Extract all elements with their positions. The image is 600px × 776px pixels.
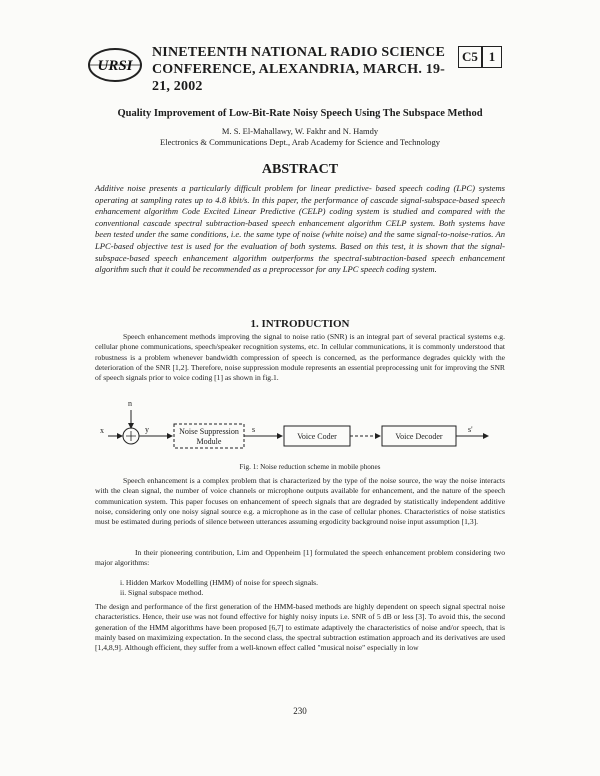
block3-label: Voice Decoder bbox=[395, 432, 443, 441]
session-code: C5 bbox=[458, 46, 482, 68]
list-item: i. Hidden Markov Modelling (HMM) of noise for speech signals. bbox=[120, 578, 319, 587]
abstract-heading: ABSTRACT bbox=[261, 162, 339, 177]
algorithm-list bbox=[120, 578, 500, 599]
author-block bbox=[60, 126, 540, 148]
header-line2: CONFERENCE, ALEXANDRIA, MARCH. 19-21, 2002 bbox=[152, 62, 446, 94]
intro-paragraph-2: Speech enhancement is a complex problem that is characterized by the type of the noise source, the way the noise interacts with the clean signal, the number of voice channels or microphone outputs available for enhancement, and the nature of the speech communication system. This paper focuses on enhancement of speech signals that are degraded by statistically independent additive noise, considering only one noisy signal source e.g. a microphone as in the case of cellular phones. Characteristics of noise statistics must be estimated during periods of silence between utterances assuming ergodicity background noise input assumption [1,3]. bbox=[95, 476, 505, 527]
authors: M. S. El-Mahallawy, W. Fakhr and N. Hamdy bbox=[221, 126, 379, 136]
paper-title: Quality Improvement of Low-Bit-Rate Noisy Speech Using The Subspace Method bbox=[117, 108, 483, 119]
logo-text: URSI bbox=[97, 58, 133, 74]
intro-paragraph-3: In their pioneering contribution, Lim and Oppenheim [1] formulated the speech enhancement problem considering two major algorithms: bbox=[95, 548, 505, 568]
paper-number: 1 bbox=[482, 46, 502, 68]
intro-paragraph-1: Speech enhancement methods improving the signal to noise ratio (SNR) is an integral part of several practical systems e.g. cellular phone communications, speech/speaker recognition systems, etc. In cellular communications, it is commonly understood that robustness is a problem whenever bandwidth compression of speech is concerned, as the performance degrades quickly with the deterioration of the SNR [1,2]. Therefore, noise suppression module represents an essential preprocessing unit for improving the SNR of speech signals prior to voice coding [1] as shown in fig.1. bbox=[95, 332, 505, 383]
abstract-text: Additive noise presents a particularly difficult problem for linear predictive- based speech coding (LPC) systems operating at sampling rates up to 4.8 kbit/s. In this paper, the performance of cascade signal-subspace-based speech enhancement algorithm Code Excited Linear Predictive (CELP) coding system is studied and compared with the conventional cascade spectral subtraction-based speech enhancement algorithm CELP system. Both systems have been tested under the same conditions, i.e. the same type of noise (white noise) and the same signal-to-noise-ratios. An LPC-based objective test is used for the evaluation of both systems. Based on this test, it is shown that the signal-subspace-based speech enhancement algorithm outperforms the spectral-subtraction-based speech enhancement algorithm such that it could be recommended as a preprocessor for any LPC speech coding system. bbox=[95, 183, 505, 275]
output-label: s' bbox=[468, 425, 473, 434]
block1-line1: Noise Suppression bbox=[179, 427, 239, 436]
block2-label: Voice Coder bbox=[297, 432, 337, 441]
header-line1: NINETEENTH NATIONAL RADIO SCIENCE bbox=[152, 45, 446, 60]
noisy-y-label: y bbox=[145, 425, 149, 434]
page-number: 230 bbox=[293, 706, 307, 716]
block1-line2: Module bbox=[196, 437, 222, 446]
intro-paragraph-4: The design and performance of the first generation of the HMM-based methods are highly dependent on speech signal spectral noise characteristics. Hence, their use was not found effective for highly noisy inputs i.e. SNR of 5 dB or less [3]. To avoid this, the second generation of the HMM algorithms have been proposed [6,7] to estimate adaptively the characteristics of noise and/or speech, that is mainly based on maximizing expectation. In the second class, the spectral subtraction estimation approach and its derivatives are used [1,4,8,9]. Although efficient, they suffer from a well-known effect called "musical noise" especially in low bbox=[95, 602, 505, 653]
conference-header bbox=[152, 44, 452, 95]
introduction-heading: 1. INTRODUCTION bbox=[250, 318, 350, 330]
noise-n-label: n bbox=[128, 399, 132, 408]
figure-caption: Fig. 1: Noise reduction scheme in mobile phones bbox=[239, 463, 381, 471]
affiliation: Electronics & Communications Dept., Arab Academy for Science and Technology bbox=[160, 137, 440, 147]
noise-reduction-diagram bbox=[90, 396, 510, 460]
input-x-label: x bbox=[100, 426, 104, 435]
list-item: ii. Signal subspace method. bbox=[120, 588, 204, 598]
signal-s-label: s bbox=[252, 425, 256, 434]
ursi-logo bbox=[84, 44, 146, 84]
